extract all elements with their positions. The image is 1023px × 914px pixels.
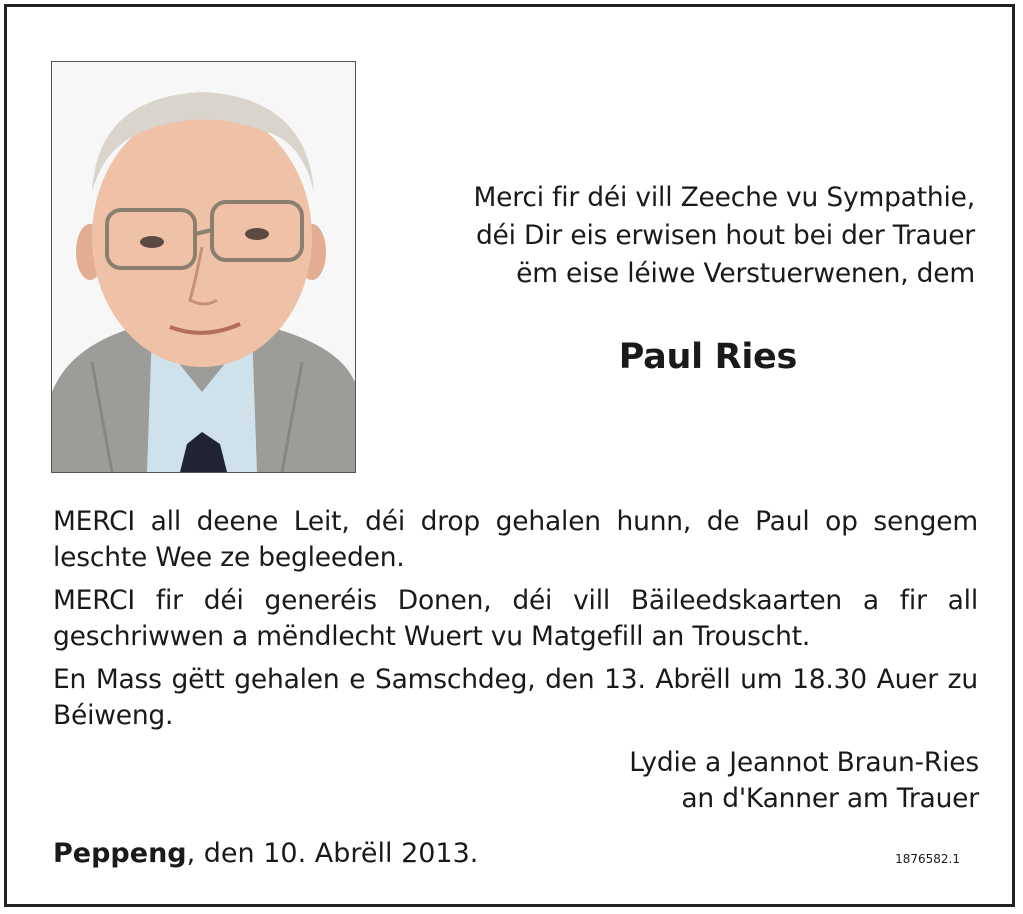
paragraph-mass-info: En Mass gëtt gehalen e Samschdeg, den 13. Abrëll um 18.30 Auer zu Béiweng. (53, 664, 978, 731)
thanks-intro (387, 179, 975, 293)
reference-number: 1876582.1 (895, 852, 960, 866)
deceased-name: Paul Ries (618, 337, 797, 377)
paragraph-thanks-donations: MERCI fir déi generéis Donen, déi vill Bäileedskaarten a fir all geschriwwen a mëndlecht Wuert vu Matgefill an Trouscht. (53, 585, 978, 652)
paragraph-thanks-attendees: MERCI all deene Leit, déi drop gehalen hunn, de Paul op sengem leschte Wee ze begleeden. (53, 506, 978, 573)
place-and-date (53, 838, 478, 869)
intro-line: Merci fir déi vill Zeeche vu Sympathie, (473, 182, 975, 213)
signature-line: an d'Kanner am Trauer (681, 783, 979, 814)
signature-line: Lydie a Jeannot Braun-Ries (629, 747, 979, 778)
signature (507, 745, 979, 817)
intro-line: déi Dir eis erwisen hout bei der Trauer (475, 220, 975, 251)
intro-line: ëm eise léiwe Verstuerwenen, dem (516, 258, 975, 289)
portrait-photo (51, 61, 356, 473)
date-text: , den 10. Abrëll 2013. (186, 838, 479, 869)
message-body (53, 504, 978, 741)
obituary-card (4, 4, 1015, 907)
portrait-image (52, 62, 355, 472)
place-name: Peppeng (53, 838, 187, 869)
